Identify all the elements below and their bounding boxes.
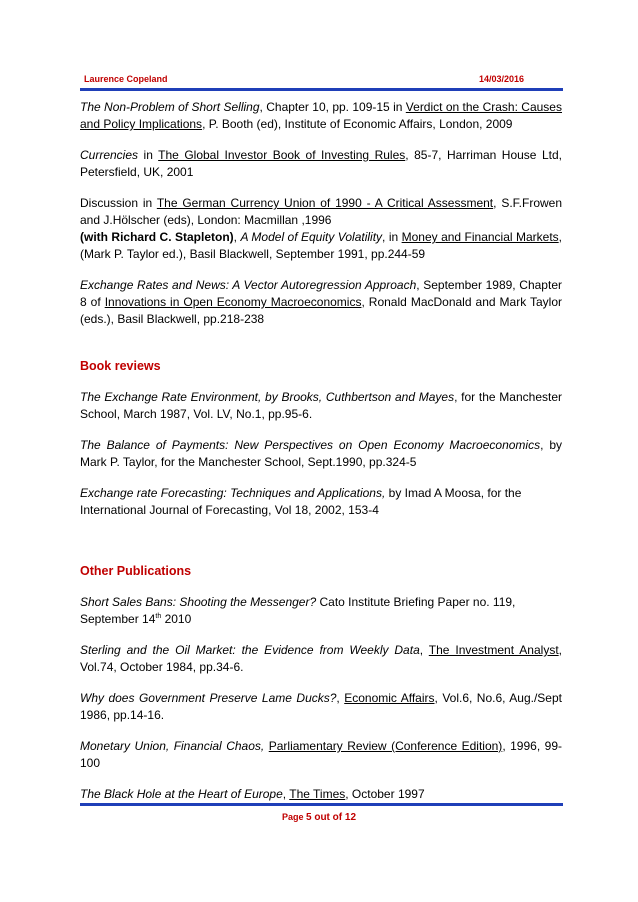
- publication-title: The Non-Problem of Short Selling: [80, 100, 260, 114]
- review-title: The Balance of Payments: New Perspectives on Open Economy Macroeconomics: [80, 438, 541, 452]
- header-rule: [80, 88, 563, 91]
- publication-entry: [80, 147, 562, 181]
- footer-rule: [80, 803, 563, 806]
- page-of-label: out of: [311, 812, 345, 823]
- publication-title: Why does Government Preserve Lame Ducks?: [80, 691, 337, 705]
- entry-text: , October 1997: [345, 787, 425, 801]
- entry-text: , by Mark P. Taylor, for the Manchester School, Sept.1990, pp.324-5: [80, 438, 562, 469]
- entry-text: Discussion in: [80, 196, 157, 210]
- entry-text: Cato Institute Briefing Paper no. 119, September 14: [80, 595, 516, 626]
- entry-text: , in: [382, 230, 402, 244]
- coauthor-label: (with Richard C. Stapleton): [80, 230, 234, 244]
- header-author: Laurence Copeland: [84, 74, 168, 84]
- entry-text: in: [138, 148, 159, 162]
- publication-entry: [80, 786, 562, 803]
- publication-entry: [80, 594, 562, 628]
- entry-text: ,: [419, 643, 429, 657]
- publication-title: Sterling and the Oil Market: the Evidence from Weekly Data: [80, 643, 420, 657]
- entry-text: by Imad A Moosa, for the International Journal of Forecasting, Vol 18, 2002, 153-4: [80, 486, 522, 517]
- publication-source: The Global Investor Book of Investing Rules: [158, 148, 406, 162]
- entry-text: ,: [336, 691, 345, 705]
- publication-source: Verdict on the Crash: Causes and Policy Implications: [80, 100, 562, 131]
- page-footer: [0, 812, 638, 823]
- header-date: 14/03/2016: [479, 74, 525, 84]
- publication-title: Monetary Union, Financial Chaos,: [80, 739, 265, 753]
- review-entry: [80, 437, 562, 471]
- page-number: 5: [306, 812, 312, 823]
- publication-source: The Investment Analyst: [428, 643, 559, 657]
- review-entry: [80, 389, 562, 423]
- publication-entry: [80, 277, 562, 328]
- page-label: Page: [281, 812, 306, 822]
- publication-source: Economic Affairs: [344, 691, 435, 705]
- publication-entry: [80, 642, 562, 676]
- publication-source: Money and Financial Markets: [401, 230, 559, 244]
- publication-entry: [80, 229, 562, 263]
- publication-entry: [80, 738, 562, 772]
- review-entry: [80, 485, 562, 519]
- section-heading-book-reviews: Book reviews: [80, 359, 161, 373]
- entry-text: , for the Manchester School, March 1987, Vol. LV, No.1, pp.95-6.: [80, 390, 562, 421]
- entry-text: ,: [282, 787, 290, 801]
- entry-text: , S.F.Frowen and J.Hölscher (eds), London: Macmillan ,1996: [80, 196, 563, 227]
- publication-source: The Times: [289, 787, 346, 801]
- entry-text: , (Mark P. Taylor ed.), Basil Blackwell, September 1991, pp.244-59: [80, 230, 563, 261]
- entry-text: , Vol.74, October 1984, pp.34-6.: [80, 643, 562, 674]
- entry-text: , September 1989, Chapter 8 of: [80, 278, 562, 309]
- section-heading-other-publications: Other Publications: [80, 564, 192, 578]
- entry-text: , 1996, 99-100: [80, 739, 562, 770]
- publication-title: The Black Hole at the Heart of Europe: [80, 787, 283, 801]
- publication-source: Innovations in Open Economy Macroeconomics: [104, 295, 362, 309]
- publication-source: The German Currency Union of 1990 - A Critical Assessment: [156, 196, 494, 210]
- publication-title: Exchange Rates and News: A Vector Autoregression Approach: [80, 278, 417, 292]
- entry-text: , Chapter 10, pp. 109-15 in: [259, 100, 406, 114]
- entry-text: , Ronald MacDonald and Mark Taylor (eds.), Basil Blackwell, pp.218-238: [80, 295, 562, 326]
- page-body: [80, 99, 562, 817]
- entry-text: 2010: [161, 612, 192, 626]
- entry-text: ,: [233, 230, 241, 244]
- publication-title: Currencies: [80, 148, 139, 162]
- entry-text: , Vol.6, No.6, Aug./Sept 1986, pp.14-16.: [80, 691, 562, 722]
- publication-entry: [80, 690, 562, 724]
- publication-title: Short Sales Bans: Shooting the Messenger?: [80, 595, 317, 609]
- review-title: The Exchange Rate Environment, by Brooks, Cuthbertson and Mayes: [80, 390, 455, 404]
- publication-source: Parliamentary Review (Conference Edition): [268, 739, 503, 753]
- publication-entry: [80, 99, 562, 133]
- review-title: Exchange rate Forecasting: Techniques and Applications,: [80, 486, 386, 500]
- publication-entry: [80, 195, 562, 229]
- superscript: th: [155, 613, 162, 620]
- entry-text: , 85-7, Harriman House Ltd, Petersfield, UK, 2001: [80, 148, 562, 179]
- page-total: 12: [344, 812, 357, 823]
- publication-title: A Model of Equity Volatility: [240, 230, 383, 244]
- entry-text: , P. Booth (ed), Institute of Economic Affairs, London, 2009: [202, 117, 513, 131]
